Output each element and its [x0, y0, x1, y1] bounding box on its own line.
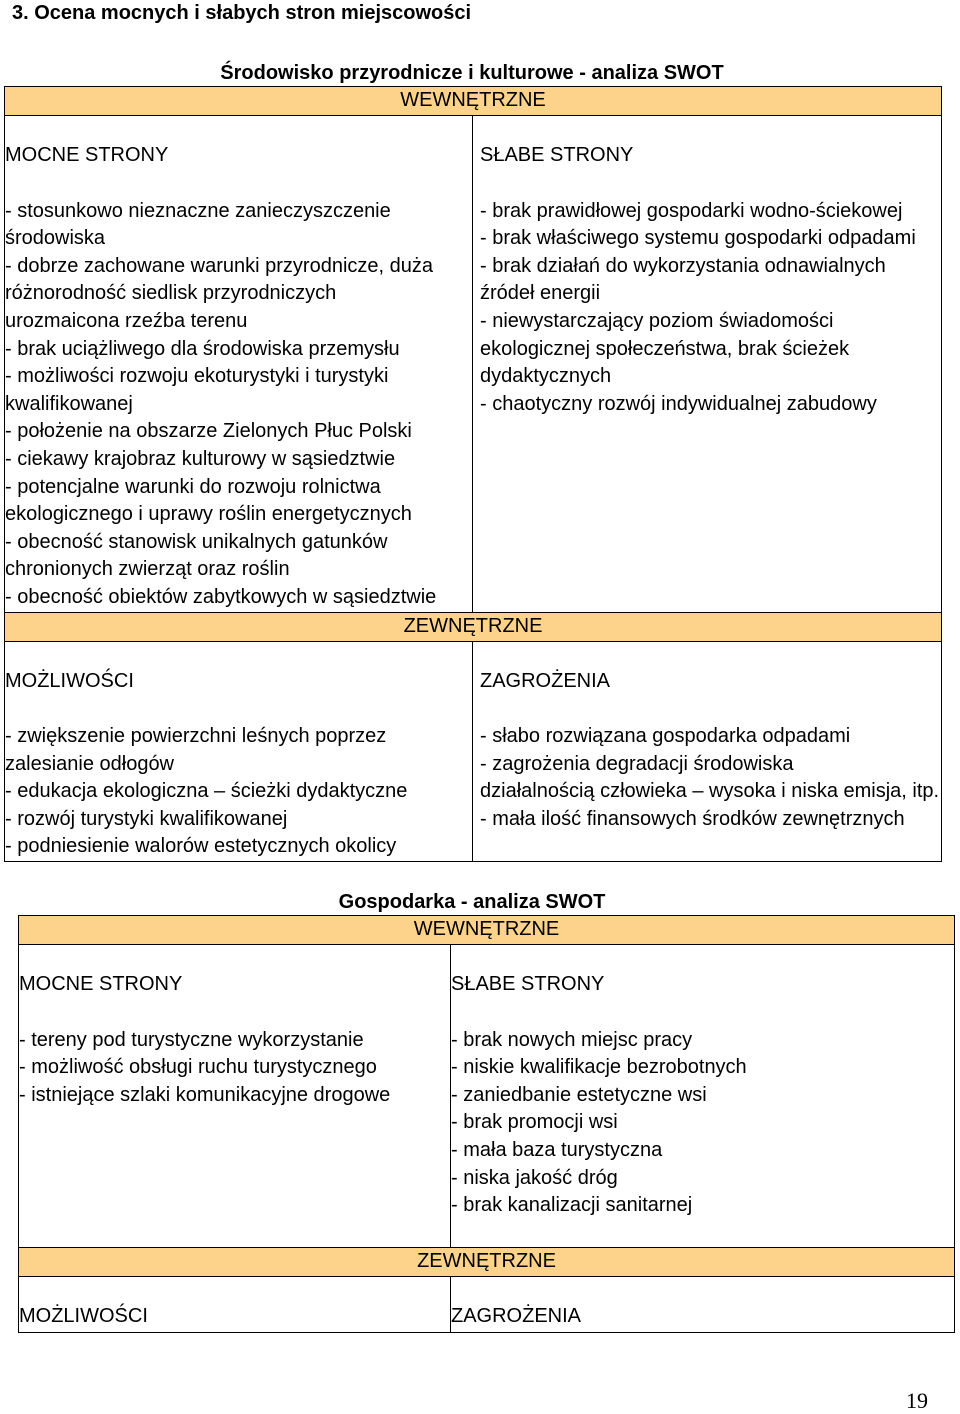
page-heading: 3. Ocena mocnych i słabych stron miejscowości [12, 2, 472, 24]
list-item: - stosunkowo nieznaczne zanieczyszczenie [5, 199, 391, 222]
page-number: 19 [906, 1388, 928, 1413]
list-item: - niska jakość dróg [451, 1166, 618, 1189]
list-item: - tereny pod turystyczne wykorzystanie [19, 1028, 364, 1051]
list-item: - dobrze zachowane warunki przyrodnicze, duża [5, 254, 433, 277]
table-1-title: Środowisko przyrodnicze i kulturowe - analiza SWOT [220, 62, 724, 84]
list-item: - brak uciążliwego dla środowiska przemysłu [5, 337, 400, 360]
internal-band: WEWNĘTRZNE [19, 916, 955, 945]
weaknesses-title: SŁABE STRONY [451, 973, 605, 995]
list-item: urozmaicona rzeźba terenu [5, 309, 248, 332]
threats-cell [451, 1277, 955, 1333]
threats-title: ZAGROŻENIA [451, 1305, 582, 1327]
list-item: zalesianie odłogów [5, 752, 175, 775]
list-item: - istniejące szlaki komunikacyjne drogowe [19, 1083, 391, 1106]
internal-band: WEWNĘTRZNE [5, 87, 942, 116]
list-item: chronionych zwierząt oraz roślin [5, 558, 290, 581]
list-item: różnorodność siedlisk przyrodniczych [5, 282, 337, 305]
list-item: - brak właściwego systemu gospodarki odpadami [480, 227, 916, 250]
list-item: kwalifikowanej [5, 392, 133, 415]
opportunities-cell [19, 1277, 451, 1333]
external-band: ZEWNĘTRZNE [19, 1248, 955, 1277]
list-item: - mała baza turystyczna [451, 1138, 663, 1161]
list-item: środowiska [5, 227, 106, 250]
table-2-title: Gospodarka - analiza SWOT [338, 891, 606, 913]
weaknesses-cell [473, 116, 942, 613]
list-item: - zaniedbanie estetyczne wsi [451, 1083, 707, 1106]
strengths-title: MOCNE STRONY [5, 144, 169, 166]
list-item: - zagrożenia degradacji środowiska [480, 752, 794, 775]
threats-title: ZAGROŻENIA [480, 669, 611, 692]
list-item: źródeł energii [480, 282, 601, 305]
list-item: - potencjalne warunki do rozwoju rolnictwa [5, 475, 381, 498]
list-item: - możliwość obsługi ruchu turystycznego [19, 1056, 377, 1079]
list-item: - rozwój turystyki kwalifikowanej [5, 807, 288, 830]
list-item: - edukacja ekologiczna – ścieżki dydaktyczne [5, 780, 408, 803]
strengths-title: MOCNE STRONY [19, 973, 183, 995]
strengths-cell [19, 945, 451, 1248]
opportunities-list [5, 723, 472, 861]
list-item: - niewystarczający poziom świadomości [480, 309, 834, 332]
list-item: dydaktycznych [480, 365, 612, 388]
list-item: ekologicznego i uprawy roślin energetycznych [5, 503, 412, 526]
list-item: - brak promocji wsi [451, 1111, 618, 1134]
swot-table-economy [18, 915, 955, 1333]
list-item: - możliwości rozwoju ekoturystyki i turystyki [5, 365, 389, 388]
list-item: - brak kanalizacji sanitarnej [451, 1194, 693, 1217]
list-item: - podniesienie walorów estetycznych okolicy [5, 835, 397, 858]
weaknesses-title: SŁABE STRONY [480, 144, 634, 166]
threats-cell [473, 641, 942, 862]
weaknesses-list [451, 1027, 954, 1220]
list-item: ekologicznej społeczeństwa, brak ścieżek [480, 337, 850, 360]
list-item: - chaotyczny rozwój indywidualnej zabudowy [480, 392, 877, 415]
list-item: - niskie kwalifikacje bezrobotnych [451, 1056, 747, 1079]
swot-table-environment [4, 86, 942, 862]
list-item: - zwiększenie powierzchni leśnych poprzez [5, 725, 387, 748]
opportunities-cell [5, 641, 473, 862]
list-item: - ciekawy krajobraz kulturowy w sąsiedztwie [5, 447, 396, 470]
weaknesses-cell [451, 945, 955, 1248]
list-item: - obecność obiektów zabytkowych w sąsiedztwie [5, 585, 437, 608]
strengths-list [5, 198, 472, 612]
strengths-cell [5, 116, 473, 613]
weaknesses-list [480, 198, 941, 419]
list-item: - słabo rozwiązana gospodarka odpadami [480, 725, 851, 748]
strengths-list [19, 1027, 450, 1110]
list-item: działalnością człowieka – wysoka i niska emisja, itp. [480, 780, 940, 803]
list-item: - brak działań do wykorzystania odnawialnych [480, 254, 886, 277]
opportunities-title: MOŻLIWOŚCI [19, 1305, 148, 1327]
threats-list [480, 723, 941, 833]
opportunities-title: MOŻLIWOŚCI [5, 669, 134, 692]
external-band: ZEWNĘTRZNE [5, 612, 942, 641]
list-item: - położenie na obszarze Zielonych Płuc Polski [5, 420, 412, 443]
list-item: - brak nowych miejsc pracy [451, 1028, 693, 1051]
list-item: - mała ilość finansowych środków zewnętrznych [480, 807, 905, 830]
list-item: - obecność stanowisk unikalnych gatunków [5, 530, 388, 553]
list-item: - brak prawidłowej gospodarki wodno-ściekowej [480, 199, 903, 222]
